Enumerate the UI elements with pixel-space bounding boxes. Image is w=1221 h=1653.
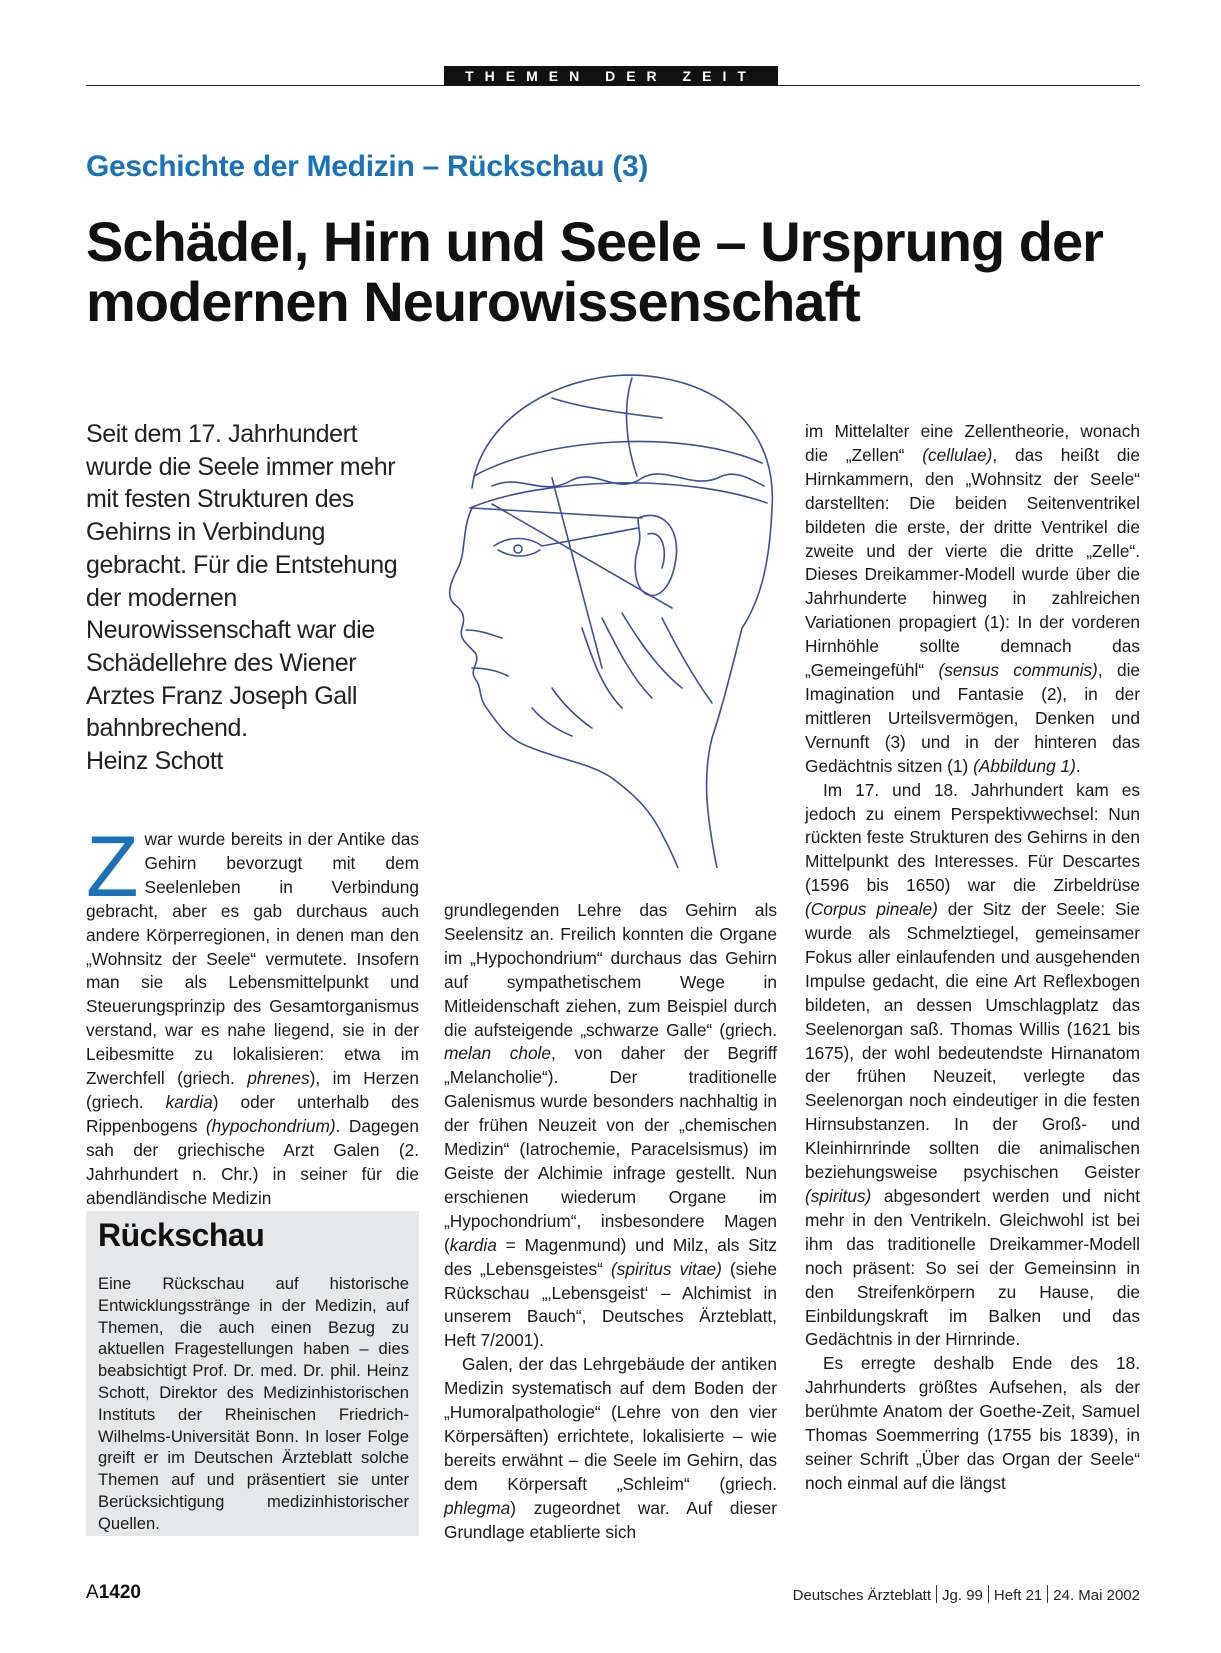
- col3-italic-2: (sensus communis): [938, 660, 1098, 681]
- col1-text-3: ) oder unterhalb des Rippenbogens: [86, 1091, 419, 1136]
- col1-text-1: war wurde bereits in der Antike das Gehirn bevorzugt mit dem Seelenleben in Verbindung gebracht, aber es gab durchaus auch andere Körperregionen, in denen man den „Wohnsitz der Seele“ vermutete. Insofern man sie als Lebensmittelpunkt und Steuerungsprinzip des Gesamtorganismus verstand, war es nahe liegend, sie in der Leibesmitte zu lokalisieren: etwa im Zwerchfell (griech.: [86, 829, 419, 1089]
- col3-text-1a: im Mittelalter eine Zellentheorie, wonach die „Zellen“: [805, 421, 1140, 465]
- page-number: [86, 1582, 141, 1604]
- col3-paragraph-2: [805, 779, 1140, 1353]
- column-2: [444, 899, 777, 1544]
- col3-italic-5: (spiritus): [805, 1186, 872, 1206]
- col3-italic-1: (cellulae): [922, 444, 993, 465]
- col2-text-1c: = Magenmund) und Milz, als Sitz des „Lebensgeistes“: [444, 1234, 777, 1279]
- col3-italic-3: (Abbildung 1): [973, 755, 1076, 776]
- col3-text-1c: , die Imagination und Fantasie (2), in der mittleren Urteilsvermögen, Denken und Vernunft (3) und in der hinteren das Gedächtnis sitzen (1): [805, 660, 1141, 776]
- col1-italic-3: (hypochondrium): [205, 1115, 336, 1136]
- journal-volume: Jg. 99: [942, 1587, 983, 1604]
- col2-text-1d: (siehe Rückschau „‚Lebensgeist‘ – Alchimist in unserem Bauch“, Deutsches Ärzteblatt, Heft 7/2001).: [444, 1258, 777, 1351]
- journal-date: 24. Mai 2002: [1053, 1587, 1140, 1604]
- col2-text-2b: ) zugeordnet war. Auf dieser Grundlage etablierte sich: [444, 1497, 777, 1542]
- col2-italic-3: (spiritus vitae): [611, 1258, 722, 1279]
- col2-italic-4: phlegma: [444, 1497, 511, 1518]
- col2-paragraph-2: [444, 1353, 777, 1544]
- article-kicker: Geschichte der Medizin – Rückschau (3): [86, 150, 649, 183]
- col3-text-1d: .: [1075, 755, 1081, 776]
- col1-italic-2: kardia: [165, 1091, 213, 1112]
- journal-info: [793, 1585, 1140, 1604]
- col2-text-2a: Galen, der das Lehrgebäude der antiken Medizin systematisch auf dem Boden der „Humoralpathologie“ (Lehre von den vier Körpersäften) errichtete, lokalisierte – wie bereits erwähnt – die Seele im Gehirn, das dem Körpersaft „Schleim“ (griech.: [444, 1354, 777, 1494]
- col3-paragraph-1: [805, 420, 1140, 779]
- section-label: THEMEN DER ZEIT: [444, 66, 778, 86]
- footer-divider: [936, 1585, 937, 1603]
- dropcap-letter: Z: [86, 819, 139, 915]
- col3-paragraph-3: Es erregte deshalb Ende des 18. Jahrhunderts größtes Aufsehen, als der berühmte Anatom der Goethe-Zeit, Samuel Thomas Soemmerring (1755 bis 1839), in seiner Schrift „Über das Organ der Seele“ noch einmal auf die längst: [805, 1353, 1140, 1493]
- journal-name: Deutsches Ärzteblatt: [792, 1587, 932, 1604]
- box-text: Eine Rückschau auf historische Entwicklungsstränge in der Medizin, auf Themen, die auch einen Bezug zu aktuellen Fragestellungen haben – dies beabsichtigt Prof. Dr. med. Dr. phil. Heinz Schott, Direktor des Medizinhistorischen Instituts der Rheinischen Friedrich-Wilhelms-Universität Bonn. In loser Folge greift er im Deutschen Ärzteblatt solche Themen auf und präsentiert sie unter Berücksichtigung medizinhistorischer Quellen.: [98, 1274, 409, 1533]
- journal-issue: Heft 21: [993, 1587, 1043, 1604]
- column-3: [805, 420, 1140, 1496]
- footer-divider: [1047, 1585, 1048, 1603]
- col1-text-2: ), im Herzen (griech.: [86, 1068, 419, 1112]
- col2-italic-2: kardia: [449, 1234, 497, 1255]
- page-prefix: A: [86, 1582, 99, 1603]
- column-1: [86, 819, 419, 1211]
- box-title: Rückschau: [98, 1217, 265, 1253]
- col3-text-1b: , das heißt die Hirnkammern, den „Wohnsitz der Seele“ darstellten: Die beiden Seitenventrikel bildeten die erste, der dritte Ventrikel die zweite und der vierte die dritte „Zelle“. Dieses Dreikammer-Modell wurde über die Jahrhunderte hinweg in zahlreichen Variationen propagiert (1): In der vorderen Hirnhöhle sollte demnach das „Gemeingefühl“: [805, 444, 1140, 681]
- col2-text-1a: grundlegenden Lehre das Gehirn als Seelensitz an. Freilich konnten die Organe im „Hypochondrium“ durchaus das Gehirn auf sympathetischem Wege in Mitleidenschaft ziehen, zum Beispiel durch die aufsteigende „schwarze Galle“ (griech.: [444, 900, 777, 1040]
- col2-text-1b: , von daher der Begriff „Melancholie“). Der traditionelle Galenismus wurde besonders nachhaltig in der frühen Neuzeit von der „chemischen Medizin“ (Iatrochemie, Paracelsismus) im Geiste der Alchimie infrage gestellt. Nun erschienen wiederum Organe im „Hypochondrium“, insbesondere Magen (: [444, 1043, 777, 1255]
- col3-text-2a: Im 17. und 18. Jahrhundert kam es jedoch zu einem Perspektivwechsel: Nun rückten feste Strukturen des Gehirns in den Mittelpunkt des Interesses. Für Descartes (1596 bis 1650) war die Zirbeldrüse: [805, 779, 1140, 896]
- col1-italic-1: phrenes: [247, 1068, 310, 1089]
- col2-italic-1: melan chole: [444, 1043, 552, 1064]
- footer-divider: [988, 1585, 989, 1603]
- rueckschau-box: [86, 1211, 419, 1536]
- col3-italic-4: (Corpus pineale): [805, 899, 938, 920]
- page-number-value: 1420: [98, 1582, 141, 1603]
- col3-text-2c: abgesondert werden und nicht mehr in den Ventrikeln. Gleichwohl ist bei ihm das traditionelle Dreikammer-Modell noch präsent: So sei der Gemeinsinn in den Streifenkörpern zu Hause, die Einbildungskraft im Balken und das Gedächtnis in der Hirnrinde.: [805, 1186, 1140, 1350]
- article-author: Heinz Schott: [86, 747, 223, 775]
- article-lead: Seit dem 17. Jahrhundert wurde die Seele immer mehr mit festen Strukturen des Gehirns in Verbindung gebracht. Für die Entstehung der modernen Neurowissenschaft war die Schädellehre des Wiener Arztes Franz Joseph Gall bahnbrechend.: [86, 420, 398, 743]
- col3-text-2b: der Sitz der Seele: Sie wurde als Schmelztiegel, gemeinsamer Fokus aller einlaufenden und ausgehenden Impulse gedacht, die eine Art Reflexbogen bildeten, an dessen Umschlagplatz das Seelenorgan saß. Thomas Willis (1621 bis 1675), der wohl bedeutendste Hirnanatom der frühen Neuzeit, verlegte das Seelenorgan noch eindeutiger in die festen Hirnsubstanzen. In der Groß- und Kleinhirnrinde sollten die animalischen beziehungsweise psychischen Geister: [805, 899, 1140, 1183]
- head-woodcut-illustration: [432, 368, 802, 868]
- article-title: Schädel, Hirn und Seele – Ursprung der modernen Neurowissenschaft: [86, 210, 1103, 333]
- col1-text-4: . Dagegen sah der griechische Arzt Galen (2. Jahrhundert n. Chr.) in seiner für die abendländische Medizin: [86, 1115, 419, 1208]
- col2-paragraph-1: [444, 899, 777, 1353]
